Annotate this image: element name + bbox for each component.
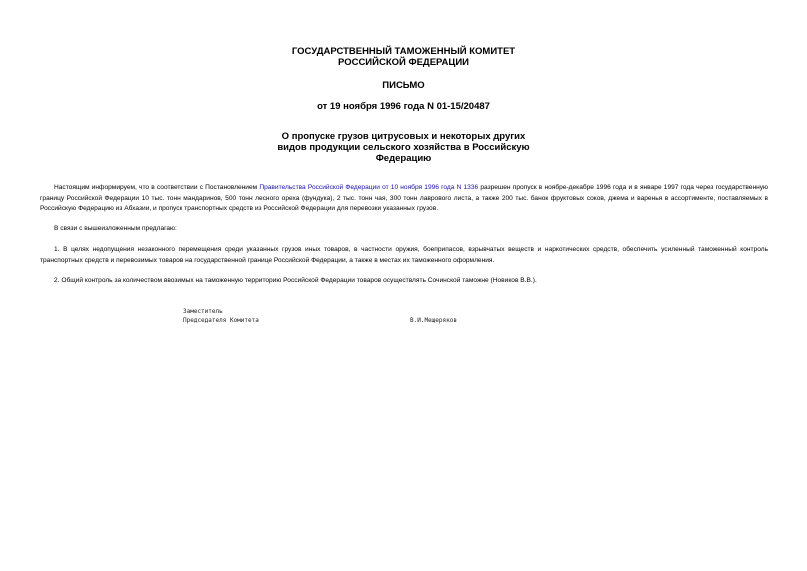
paragraph-3: 1. В целях недопущения незаконного перемещения среди указанных грузов иных товаров, в частности оружия, боеприпасов, взрывчатых веществ и наркотических средств, обеспечить усиленный таможенный контроль транспортных средств и перевозимых товаров на государственной границе Российской Федерации, а также в местах их таможенного оформления. — [40, 246, 768, 264]
signature-title-line-2: Председателя Комитета — [183, 317, 259, 324]
paragraph-1: Настоящим информируем, что в соответствии с Постановлением Правительства Российской Федерации от 10 ноября 1996 года N 1336 разрешен пропуск в ноябре-декабре 1996 года и в январе 1997 года через государственную границу Российской Федерации 10 тыс. тонн мандаринов, 500 тонн лесного ореха (фундука), 2 тыс. тонн чая, 300 тонн лаврового листа, а также 200 тыс. банок фруктовых соков, джема и варенья в ассортименте, поставляемых в Российскую Федерацию из Абхазии, и пропуск транспортных средств из Российской Федерации для перевозки указанных грузов. — [40, 184, 768, 212]
document-date-number: от 19 ноября 1996 года N 01-15/20487 — [317, 101, 490, 112]
subject-line-1: О пропуске грузов цитрусовых и некоторых других — [281, 131, 526, 142]
issuing-organization — [150, 46, 657, 68]
document-subject — [150, 131, 657, 164]
org-line-2: РОССИЙСКОЙ ФЕДЕРАЦИИ — [337, 57, 469, 68]
paragraph-4: 2. Общий контроль за количеством ввозимых на таможенную территорию Российской Федерации товаров осуществлять Сочинской таможне (Новиков В.В.). — [54, 277, 537, 284]
signature-title — [183, 307, 259, 325]
subject-line-2: видов продукции сельского хозяйства в Российскую — [277, 142, 530, 153]
signature-title-line-1: Заместитель — [183, 308, 223, 315]
paragraph-2: В связи с вышеизложенным предлагаю: — [54, 225, 177, 232]
document-type: ПИСЬМО — [382, 80, 425, 91]
org-line-1: ГОСУДАРСТВЕННЫЙ ТАМОЖЕННЫЙ КОМИТЕТ — [291, 46, 516, 57]
subject-line-3: Федерацию — [375, 153, 432, 164]
resolution-link[interactable]: Правительства Российской Федерации от 10 ноября 1996 года N 1336 — [259, 184, 479, 191]
signature-name: В.И.Мещеряков — [410, 317, 457, 324]
